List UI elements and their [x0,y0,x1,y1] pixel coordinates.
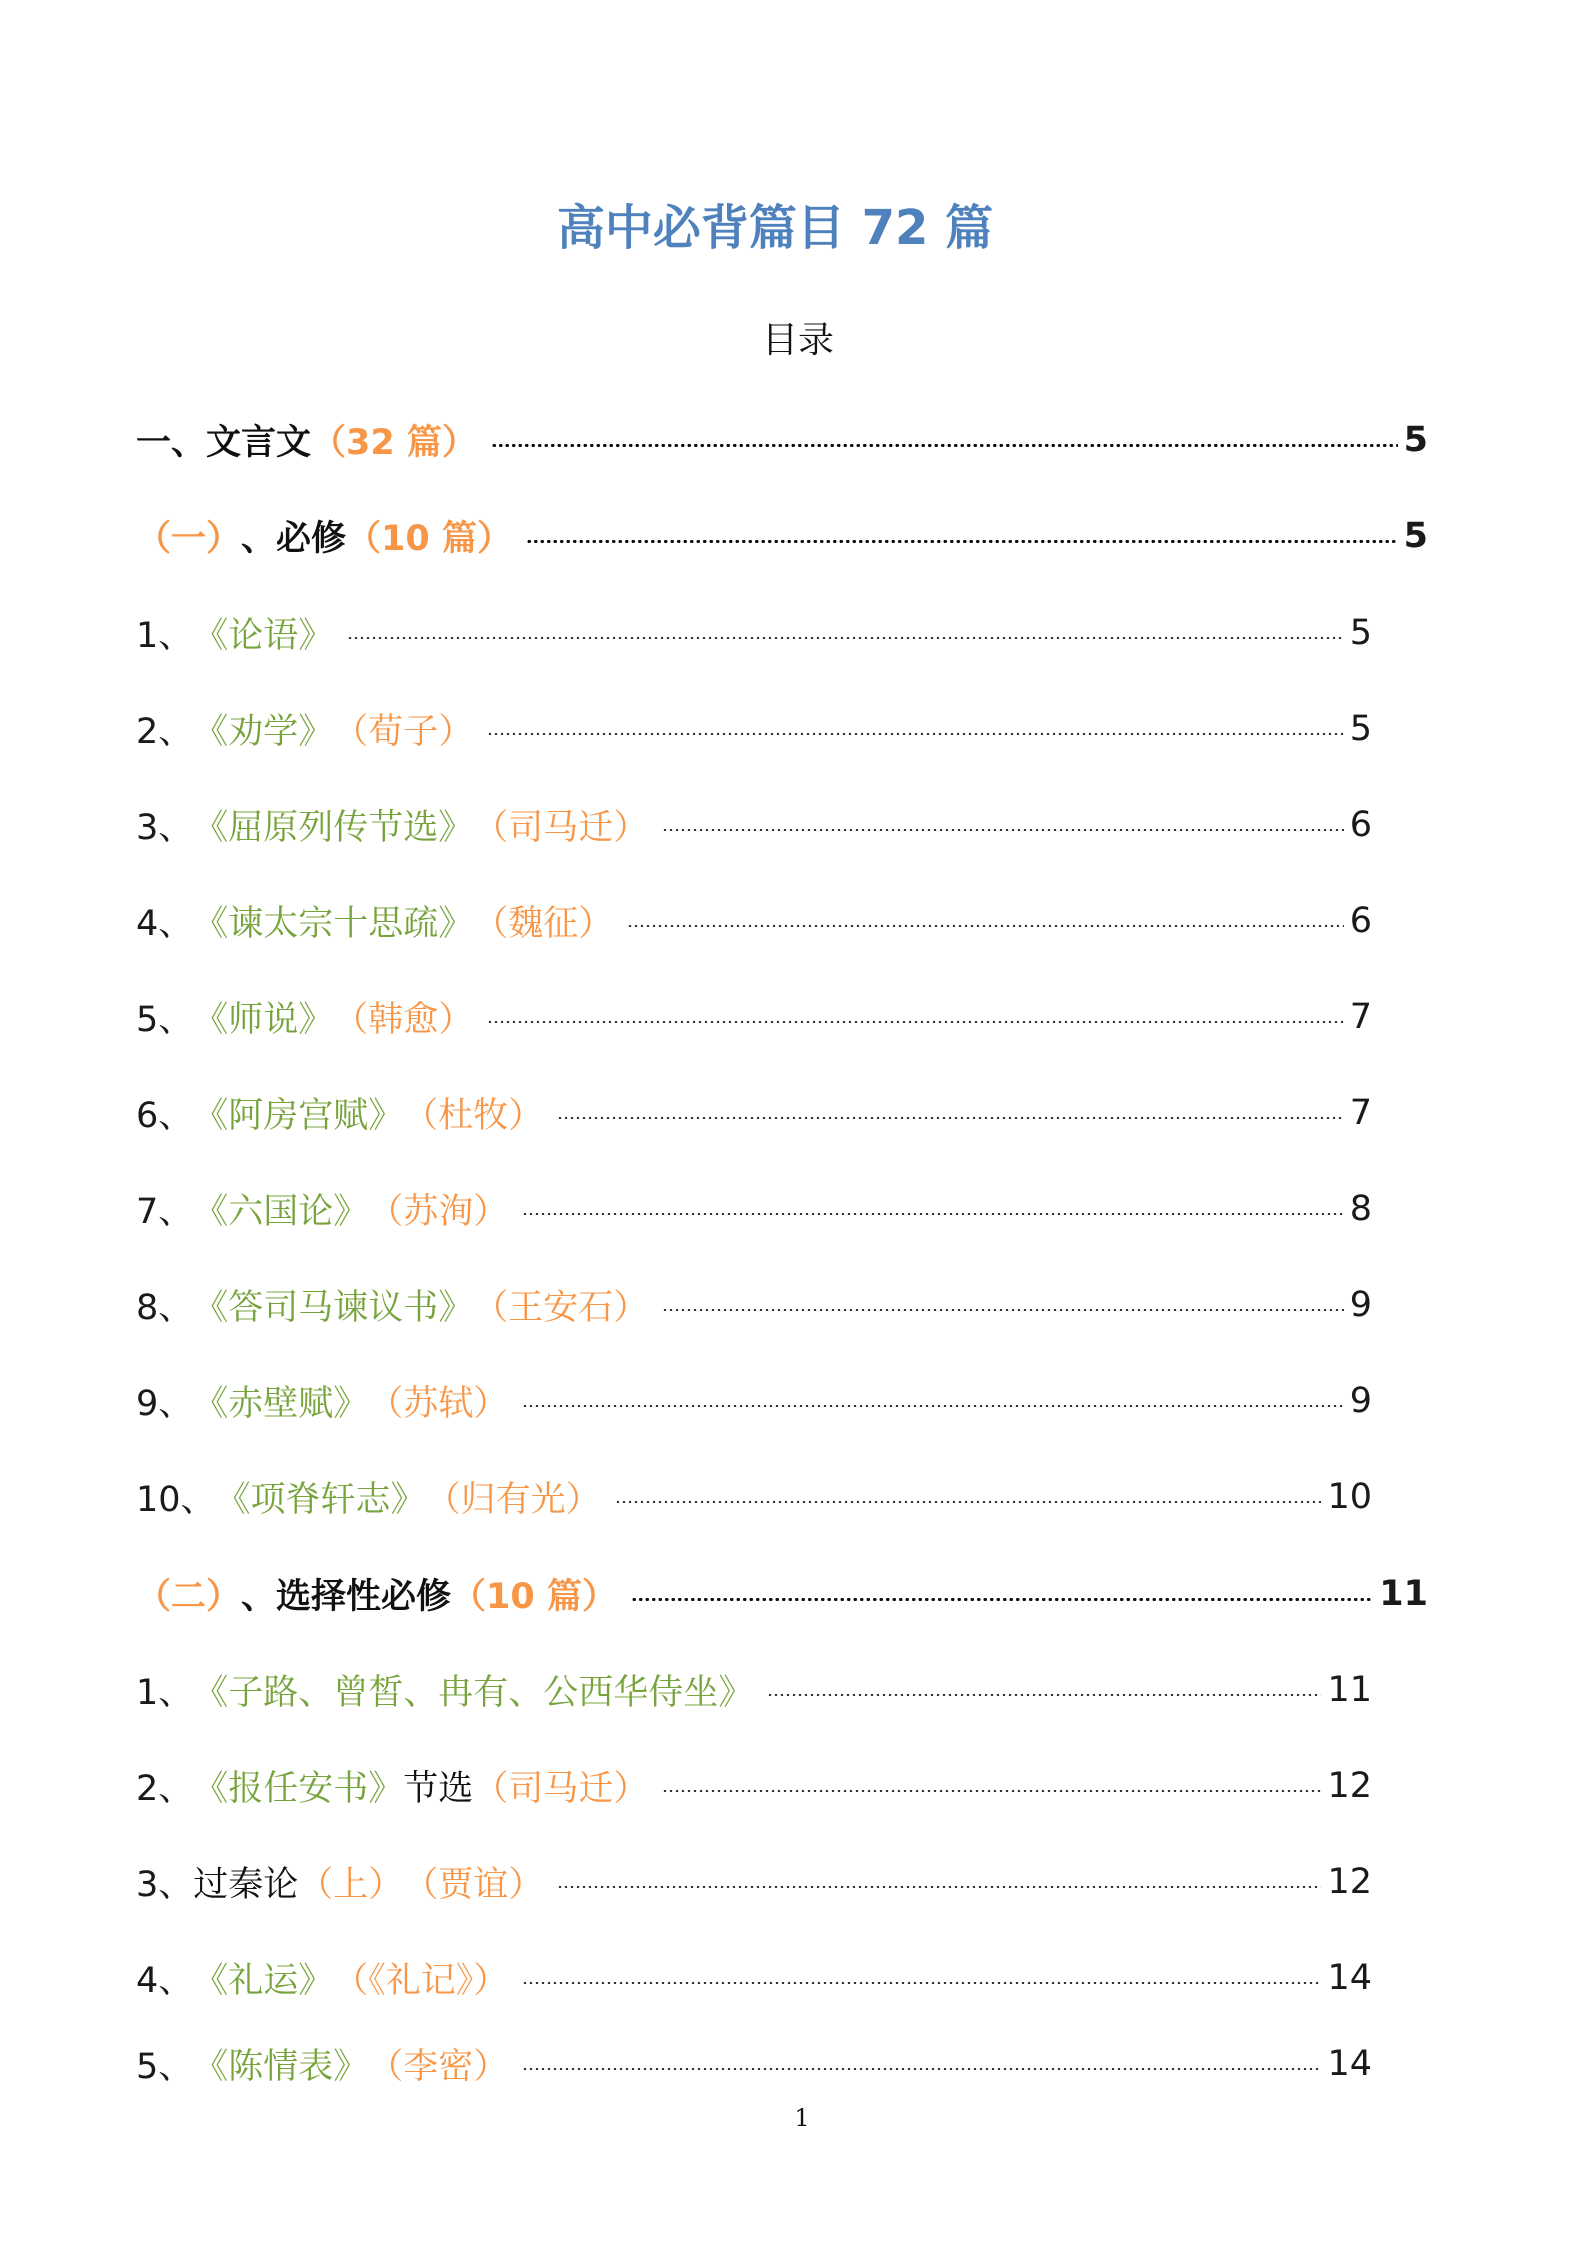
author: （王安石） [473,1288,649,1328]
page-number: 5 [1403,516,1428,556]
toc-entry[interactable]: 3、 过秦论 （上） （贾谊） 12 [136,1854,1372,1910]
toc-entry[interactable]: 4、 《谏太宗十思疏》 （魏征） 6 [136,893,1372,949]
dot-leader [522,2068,1321,2070]
work-title: 《项脊轩志》 [215,1480,426,1520]
dot-leader [347,637,1343,639]
dot-leader [491,444,1398,447]
dot-leader [487,733,1343,735]
page-number: 5 [1349,709,1372,749]
page-number: 7 [1349,997,1372,1037]
toc-entry[interactable]: 2、 《劝学》 （荀子） 5 [136,701,1372,757]
author: （魏征） [473,904,614,944]
author: （司马迁） [473,808,649,848]
toc-entry[interactable]: 2、 《报任安书》 节选 （司马迁） 12 [136,1758,1372,1814]
dot-leader [557,1886,1321,1888]
work-title: 《阿房宫赋》 [193,1096,404,1136]
toc-subsection-xuanzexing-bixiu[interactable] [136,1566,1428,1622]
page-number: 8 [1349,1189,1372,1229]
dot-leader [522,1405,1343,1407]
page-number: 14 [1327,2044,1372,2084]
author: （归有光） [425,1480,601,1520]
toc-subsection-bixiu[interactable] [136,508,1428,564]
work-title: 《礼运》 [193,1961,334,2001]
author: （苏轼） [368,1384,509,1424]
page-number: 12 [1327,1766,1372,1806]
dot-leader [522,1213,1343,1215]
page-number: 14 [1327,1958,1372,1998]
toc-entry[interactable]: 8、 《答司马谏议书》 （王安石） 9 [136,1277,1372,1333]
dot-leader [662,1790,1321,1792]
dot-leader [487,1021,1343,1023]
dot-leader [767,1694,1321,1696]
page-number: 11 [1327,1670,1372,1710]
dot-leader [526,540,1398,543]
toc-entry-label: 一、 文言文 （32 篇） [136,423,477,463]
document-title: 高中必背篇目 72 篇 [556,200,994,256]
dot-leader [615,1501,1322,1503]
toc-entry[interactable]: 5、 《师说》 （韩愈） 7 [136,989,1372,1045]
dot-leader [662,829,1343,831]
dot-leader [522,1982,1321,1984]
toc-heading: 目录 [761,320,834,361]
dot-leader [662,1309,1343,1311]
work-title: 《答司马谏议书》 [193,1288,474,1328]
toc-entry[interactable]: 9、 《赤壁赋》 （苏轼） 9 [136,1373,1372,1429]
work-title: 《六国论》 [193,1192,369,1232]
page-number: 9 [1349,1381,1372,1421]
work-title: 过秦论 [193,1865,299,1905]
work-title: 《陈情表》 [193,2047,369,2087]
page-number: 5 [1349,613,1372,653]
page-number: 12 [1327,1862,1372,1902]
author: （贾谊） [403,1865,544,1905]
work-title: 《屈原列传节选》 [193,808,474,848]
toc-entry[interactable]: 1、 《论语》 5 [136,605,1372,661]
dot-leader [557,1117,1343,1119]
page-number: 6 [1349,805,1372,845]
work-title: 《劝学》 [193,712,334,752]
author: （司马迁） [473,1769,649,1809]
author: （苏洵） [368,1192,509,1232]
toc-entry[interactable]: 10、 《项脊轩志》 （归有光） 10 [136,1469,1372,1525]
author: （杜牧） [403,1096,544,1136]
page-number: 6 [1349,901,1372,941]
toc-entry[interactable]: 5、 《陈情表》 （李密） 14 [136,2036,1372,2092]
toc-entry-label: （二） 、 选择性必修 （10 篇） [136,1577,617,1617]
toc-entry[interactable]: 4、 《礼运》 （《礼记》） 14 [136,1950,1372,2006]
work-title: 《子路、曾皙、冉有、公西华侍坐》 [193,1673,754,1713]
toc-entry[interactable]: 7、 《六国论》 （苏洵） 8 [136,1181,1372,1237]
work-title: 《谏太宗十思疏》 [193,904,474,944]
toc-section-wenyanwen[interactable] [136,412,1428,468]
toc-entry[interactable]: 3、 《屈原列传节选》 （司马迁） 6 [136,797,1372,853]
dot-leader [627,925,1343,927]
toc-entry[interactable]: 6、 《阿房宫赋》 （杜牧） 7 [136,1085,1372,1141]
page-footer-number: 1 [794,2104,810,2132]
work-title: 《师说》 [193,1000,334,1040]
toc-entry-label: （一） 、 必修 （10 篇） [136,519,512,559]
work-title: 《赤壁赋》 [193,1384,369,1424]
dot-leader [631,1598,1373,1601]
page-number: 9 [1349,1285,1372,1325]
page-number: 5 [1403,420,1428,460]
author: （韩愈） [333,1000,474,1040]
author: （荀子） [333,712,474,752]
author: （《礼记》） [333,1961,509,2001]
author: （李密） [368,2047,509,2087]
page-number: 10 [1327,1477,1372,1517]
toc-entry[interactable]: 1、 《子路、曾皙、冉有、公西华侍坐》 11 [136,1662,1372,1718]
work-title: 《报任安书》 [193,1769,404,1809]
page-number: 11 [1379,1574,1428,1614]
page-number: 7 [1349,1093,1372,1133]
work-title: 《论语》 [193,616,334,656]
